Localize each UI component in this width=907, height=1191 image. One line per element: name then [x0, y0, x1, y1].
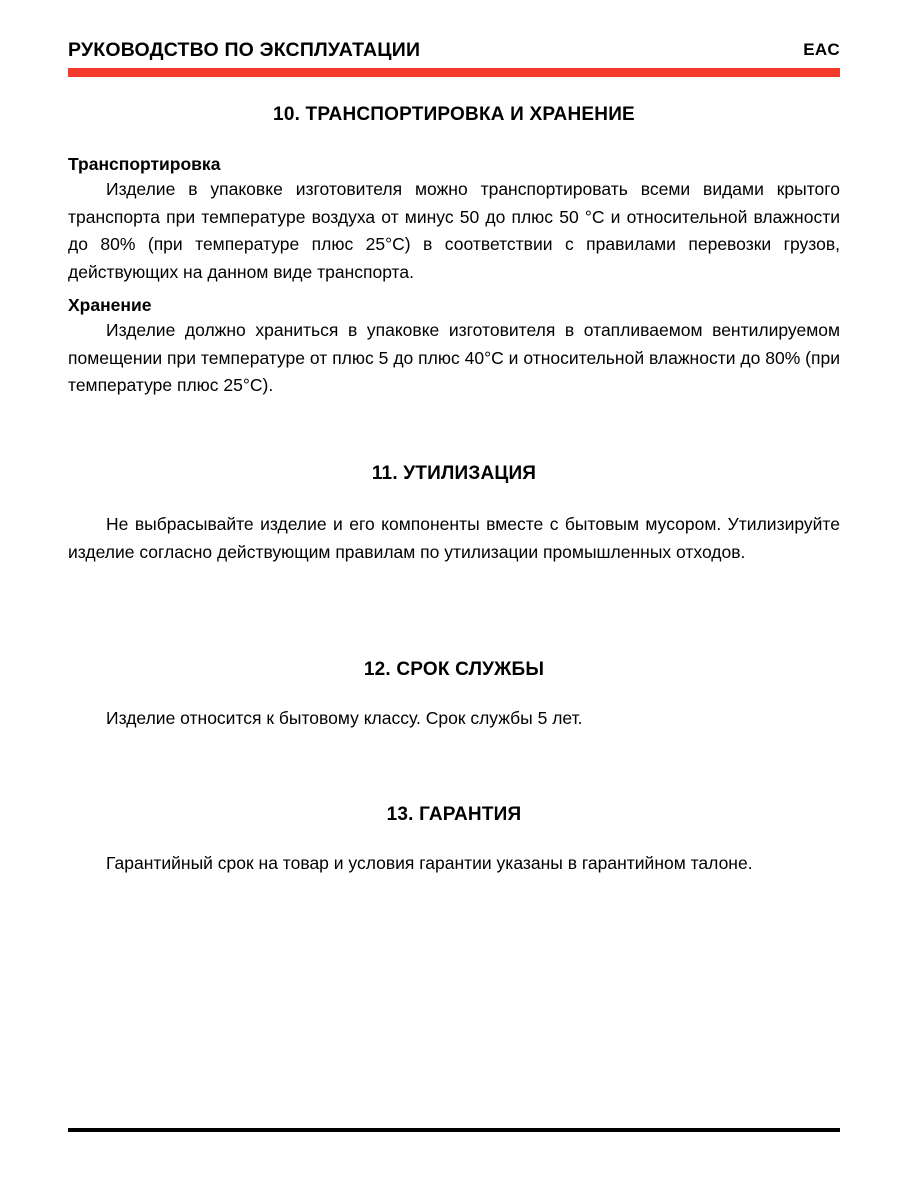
- paragraph-warranty-wrap: [68, 850, 840, 878]
- section-title-transport-storage: 10. ТРАНСПОРТИРОВКА И ХРАНЕНИЕ: [273, 104, 635, 125]
- paragraph-disposal-wrap: [68, 511, 840, 566]
- footer-black-rule: [68, 1128, 840, 1132]
- subheading-transport: Транспортировка: [68, 154, 221, 174]
- section-block-transport-storage: [68, 103, 840, 127]
- section-title-disposal: 11. УТИЛИЗАЦИЯ: [371, 463, 537, 484]
- section-block-warranty: [68, 803, 840, 827]
- paragraph-disposal: Не выбрасывайте изделие и его компоненты вместе с бытовым мусором. Утилизируйте изделие согласно действующим правилам по утилизации промышленных отходов.: [68, 514, 840, 562]
- header-title: РУКОВОДСТВО ПО ЭКСПЛУАТАЦИИ: [68, 39, 421, 61]
- section-block-disposal: [68, 462, 840, 486]
- paragraph-storage-wrap: [68, 317, 840, 400]
- page-header: [68, 38, 840, 68]
- paragraph-transport: Изделие в упаковке изготовителя можно транспортировать всеми видами крытого транспорта при температуре воздуха от минус 50 до плюс 50 °С и относительной влажности до 80% (при температуре плюс 25°С) в соответствии с правилами перевозки грузов, действующих на данном виде транспорта.: [68, 179, 840, 282]
- section-title-warranty: 13. ГАРАНТИЯ: [386, 804, 522, 825]
- paragraph-transport-wrap: [68, 176, 840, 286]
- paragraph-storage: Изделие должно храниться в упаковке изготовителя в отапливаемом вентилируемом помещении при температуре от плюс 5 до плюс 40°С и относительной влажности до 80% (при температуре плюс 25°С).: [68, 320, 840, 395]
- subsection-transport: [68, 152, 840, 177]
- subheading-storage: Хранение: [68, 295, 152, 315]
- paragraph-service-life-wrap: [68, 705, 840, 733]
- eac-conformity-mark: EAC: [803, 40, 840, 59]
- paragraph-warranty: Гарантийный срок на товар и условия гарантии указаны в гарантийном талоне.: [106, 853, 753, 873]
- paragraph-service-life: Изделие относится к бытовому классу. Срок службы 5 лет.: [106, 708, 583, 728]
- header-red-rule: [68, 68, 840, 77]
- section-title-service-life: 12. СРОК СЛУЖБЫ: [363, 659, 545, 680]
- subsection-storage: [68, 293, 840, 318]
- section-block-service-life: [68, 658, 840, 682]
